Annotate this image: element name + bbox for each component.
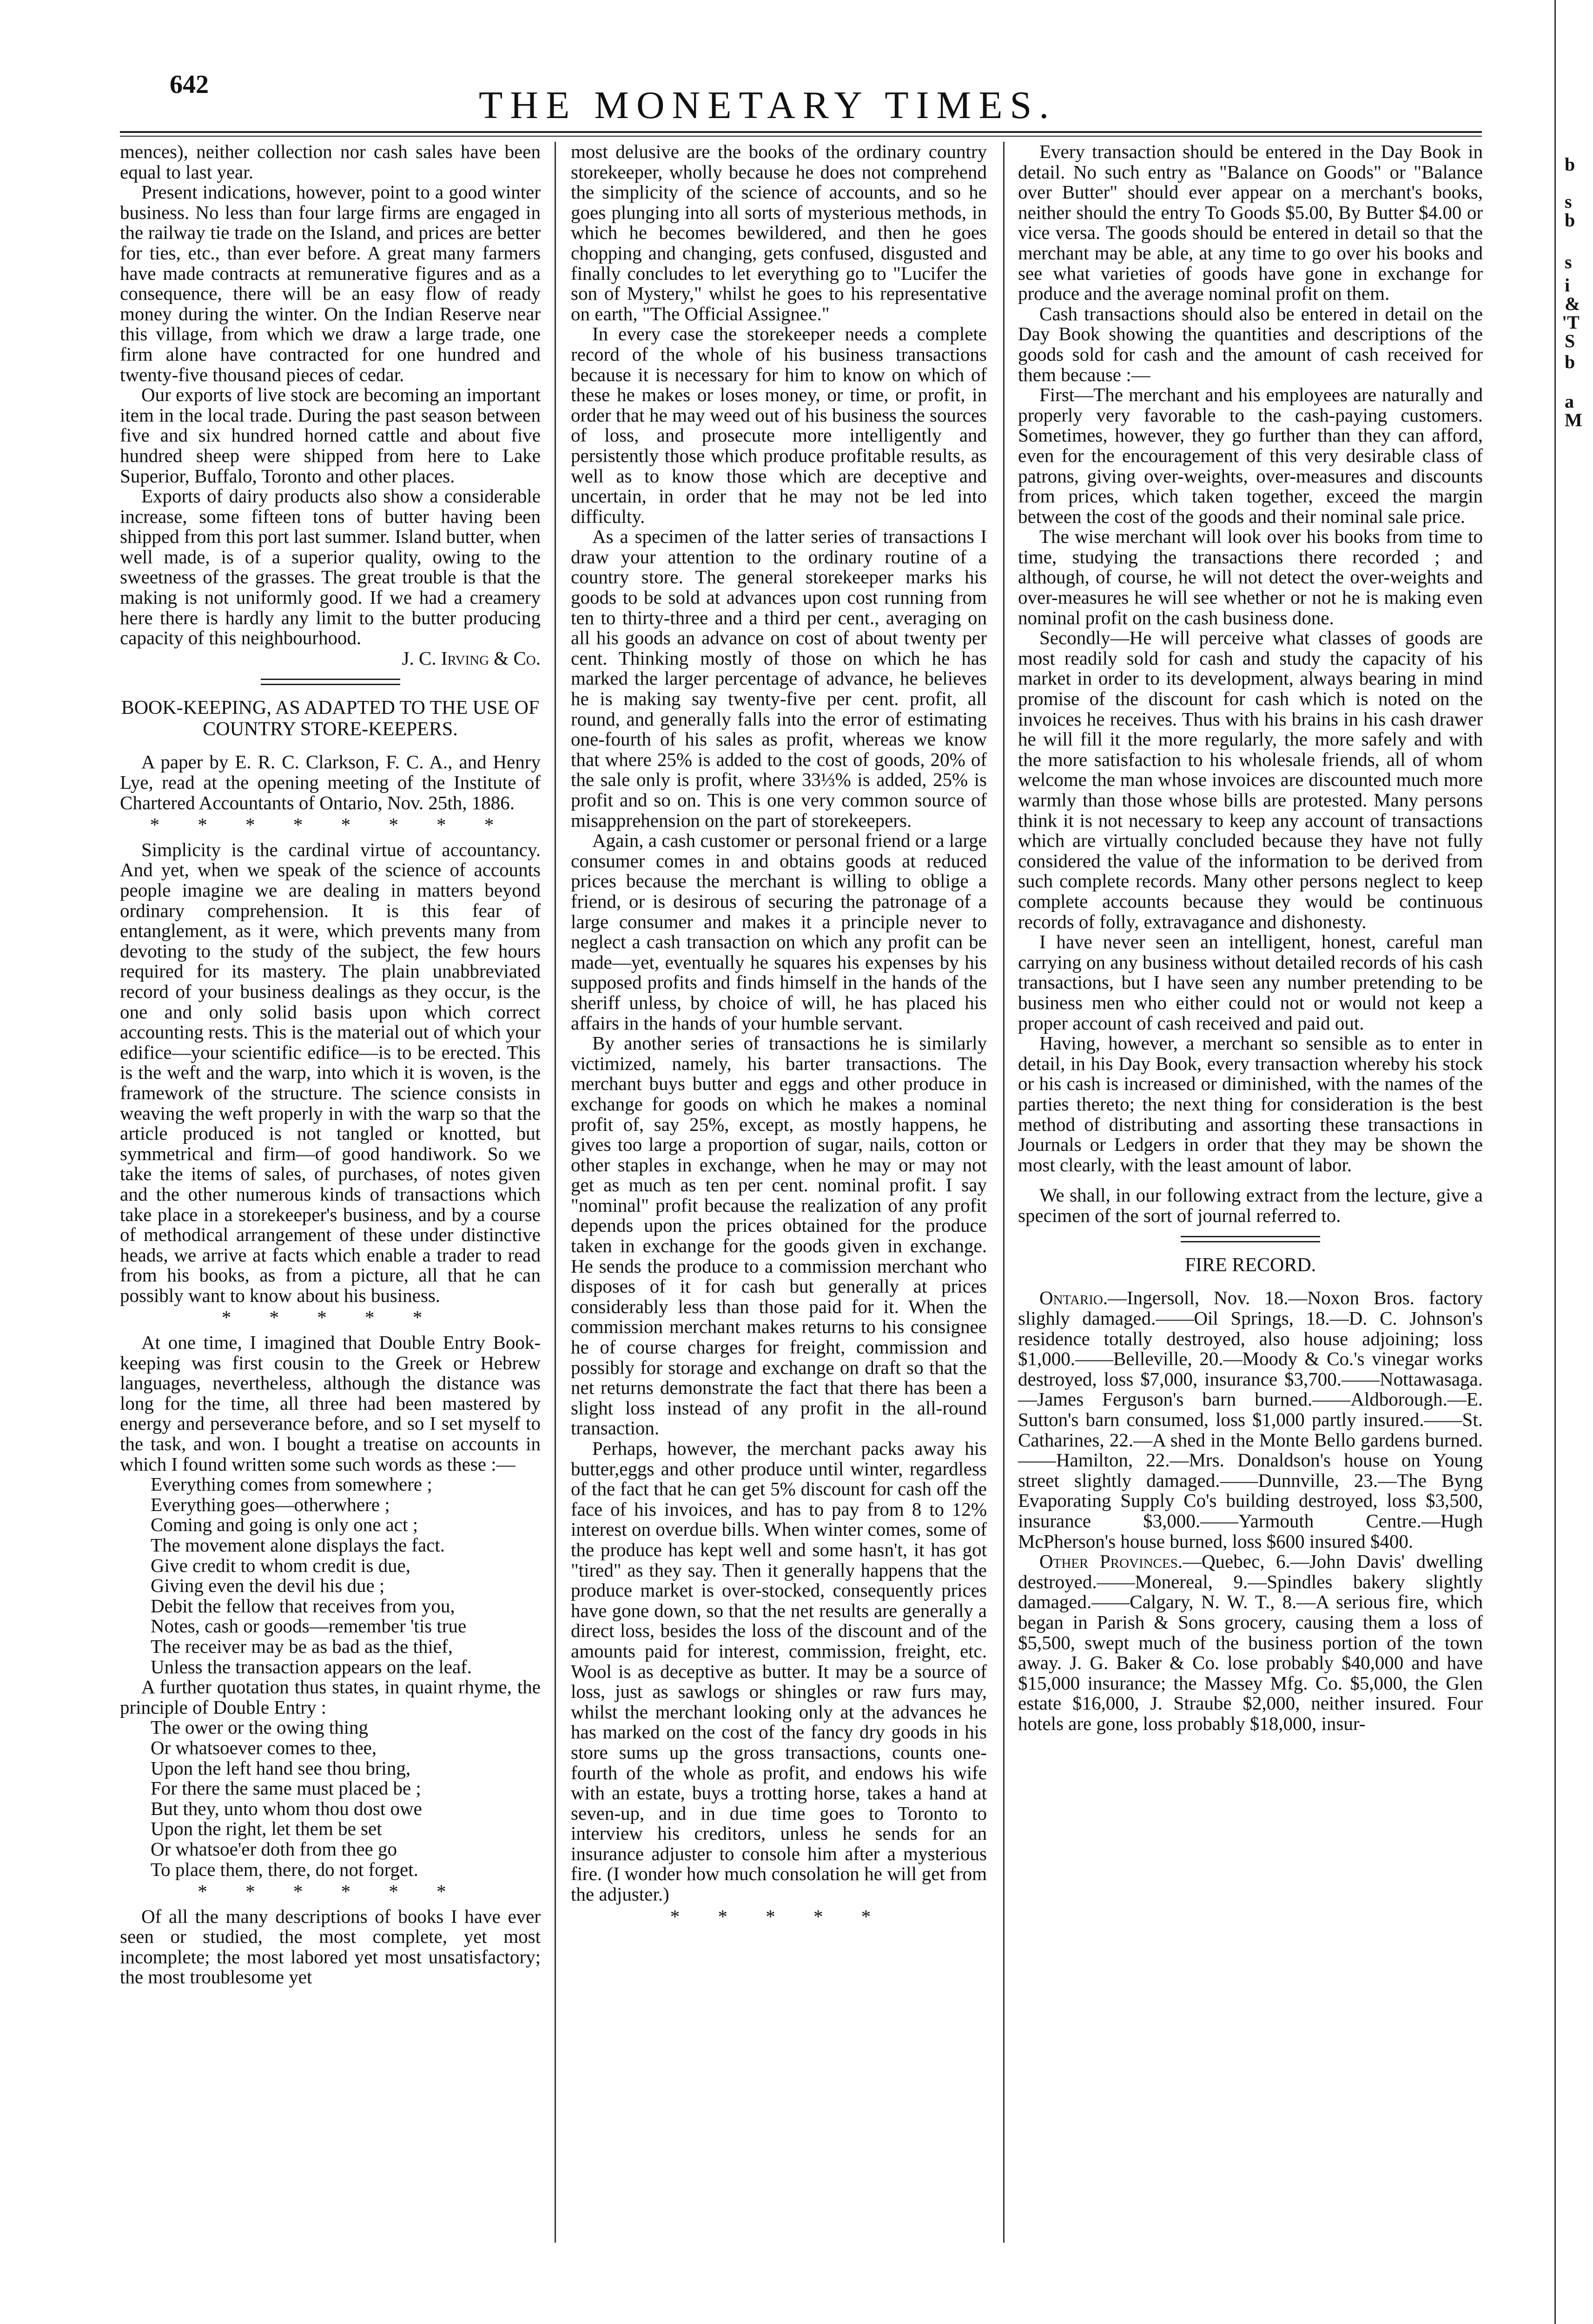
masthead-title: THE MONETARY TIMES.	[479, 84, 1057, 127]
col2-paragraph: Again, a cash customer or personal friend or a large consumer comes in and obtains goods at reduced prices because the merchant is willing to oblige a friend, or is desirous of securing the patronage of a large consumer and makes it a principle never to neglect a cash transaction on which any profit can be made—yet, eventually he squares his expenses by his supposed profits and finds himself in the hands of the sheriff unless, by choice of will, he has placed his affairs in the hands of your humble servant.	[571, 830, 987, 1034]
verse-line: Or whatsoever comes to thee,	[151, 1736, 377, 1758]
col1-paragraph: Exports of dairy products also show a considerable increase, some fifteen tons of butter having been shipped from this port last summer. Island butter, when well made, is of a superior quality, owing to the sweetness of the grasses. The great trouble is that the making is not uniformly good. If we had a creamery here there is hardly any limit to the butter producing capacity of this neighbourhood.	[120, 485, 541, 649]
section-rule	[1181, 1236, 1320, 1237]
region-text: —Quebec, 6.—John Davis' dwelling destroyed.——Monereal, 9.—Spindles bakery slightly damaged.——Calgary, N. W. T., 8.—A serious fire, which began in Parish & Sons grocery, causing them a loss of $5,500, swept much of the business portion of the town away. J. G. Baker & Co. lose probably $40,000 and have $15,000 insurance; the Massey Mfg. Co. $5,000, the Glen estate $16,000, J. Straube $2,000, neither insured. Four hotels are gone, loss probably $18,000, insur-	[1018, 1551, 1483, 1734]
col3-paragraph: We shall, in our following extract from the lecture, give a specimen of the sort of journal referred to.	[1018, 1184, 1483, 1226]
col1-paragraph: A further quotation thus states, in quaint rhyme, the principle of Double Entry :	[120, 1676, 541, 1718]
verse-2	[120, 1717, 541, 1880]
separator-stars: * * * * * * * *	[150, 814, 511, 836]
col2-paragraph: In every case the storekeeper needs a complete record of the whole of his business transactions because it is necessary for him to know on which of these he makes or loses money, or time, or profit, in order that he may weed out of his business the sources of loss, and prosecute more intelligently and persistently those which produce profitable results, as well as to know those which are deceptive and uncertain, in order that he may not be led into difficulty.	[571, 323, 987, 527]
edge-fragment: M	[1565, 409, 1582, 430]
header-rule-top	[120, 131, 1482, 133]
column-2	[571, 142, 987, 1931]
col2-paragraph: As a specimen of the latter series of transactions I draw your attention to the ordinary routine of a country store. The general storekeeper marks his goods to be sold at advances upon cost running from ten to thirty-three and a third per cent., averaging on all his goods an advance on cost of about twenty per cent. Thinking mostly of those on which he has marked the larger percentage of advance, he believes he is making say twenty-five per cent. profit, all round, and generally falls into the error of estimating one-fourth of his sales as profit, whereas we know that where 25% is added to the cost of goods, 20% of the sale only is profit, where 33⅓% is added, 25% is profit and so on. This is one very common source of misapprehension on the part of storekeepers.	[571, 526, 987, 831]
verse-line: The receiver may be as bad as the thief,	[151, 1635, 453, 1657]
col1-paragraph: Our exports of live stock are becoming an important item in the local trade. During the past season between five and six hundred horned cattle and about five hundred sheep were shipped from here to Lake Superior, Buffalo, Toronto and other places.	[120, 384, 541, 487]
section-rule	[1181, 1241, 1320, 1242]
edge-fragment: a	[1565, 391, 1574, 412]
edge-fragment: 'T	[1562, 312, 1580, 333]
col3-paragraph: I have never seen an intelligent, honest, careful man carrying on any business without detailed records of his cash transactions, but I have seen any number pretending to be business men who either could not or would not keep a proper account of cash received and paid out.	[1018, 931, 1483, 1034]
verse-line: Everything comes from somewhere ;	[151, 1473, 432, 1495]
col1-paragraph: Simplicity is the cardinal virtue of accountancy. And yet, when we speak of the science of accounts people imagine we are dealing in matters beyond ordinary comprehension. It is this fear of entanglement, as it were, which prevents many from devoting to the study of the subject, the few hours required for its mastery. The plain unabbreviated record of your business dealings as they occur, is the one and only solid basis upon which correct accounting rests. This is the material out of which your edifice—your scientific edifice—is to be erected. This is the weft and the warp, into which it is woven, is the framework of the structure. The science consists in weaving the weft properly in with the warp so that the article produced is not tangled or knotted, but symmetrical and firm—of good handiwork. So we take the items of sales, of purchases, of notes given and the other numerous kinds of transactions which take place in a storekeeper's business, and by a course of methodical arrangement of these under distinctive heads, we arrive at facts which enable a trader to read from his books, as from a picture, all that he can possibly want to know about his business.	[120, 838, 541, 1306]
verse-line: Upon the right, let them be set	[151, 1818, 382, 1840]
fire-record-heading: FIRE RECORD.	[1184, 1254, 1316, 1276]
region-label: Other Provinces.	[1039, 1551, 1183, 1572]
col3-paragraph: The wise merchant will look over his books from time to time, studying the transactions there recorded ; and although, of course, he will not detect the over-weights and over-measures he will see whether or not he is making even nominal profit on the cash business done.	[1018, 526, 1483, 628]
col3-paragraph: Cash transactions should also be entered in detail on the Day Book showing the quantities and descriptions of the goods sold for cash and the amount of cash received for them because :—	[1018, 303, 1483, 385]
col2-paragraph: Perhaps, however, the merchant packs away his butter,eggs and other produce until winter, regardless of the fact that he can get 5% discount for cash off the face of his invoices, and has to pay from 8 to 12% interest on overdue bills. When winter comes, some of the produce has kept well and some hasn't, it has got "tired" as they say. Then it generally happens that the produce market is over-stocked, consequently prices have gone down, so that the net results are generally a direct loss, besides the loss of the discount and of the amounts paid for interest, commission, freight, etc. Wool is as deceptive as butter. It may be a source of loss, just as sawlogs or shingles or raw furs may, whilst the merchant looking only at the advances he has marked on the cost of the fancy dry goods in his store sums up the gross transactions, counts one-fourth of the whole as profit, and endows his wife with an estate, buys a trotting horse, takes a hand at seven-up, and in due time goes to Toronto to interview his creditors, unless he sends for an insurance adjuster to console him after a mysterious fire. (I wonder how much consolation he will get from the adjuster.)	[571, 1438, 987, 1905]
verse-line: For there the same must placed be ;	[151, 1777, 421, 1799]
verse-line: To place them, there, do not forget.	[151, 1858, 418, 1880]
verse-line: Coming and going is only one act ;	[151, 1514, 418, 1536]
col1-paragraph: Present indications, however, point to a good winter business. No less than four large firms are engaged in the railway tie trade on the Island, and prices are better for ties, etc., than ever before. A great many farmers have made contracts at remunerative figures and as a consequence, there will be an easy flow of ready money during the winter. On the Indian Reserve near this village, from which we draw a large trade, one firm alone have contracted for one hundred and twenty-five thousand pieces of cedar.	[120, 181, 541, 385]
verse-line: Debit the fellow that receives from you,	[151, 1595, 455, 1617]
verse-line: Or whatsoe'er doth from thee go	[151, 1838, 397, 1860]
separator-stars: * * * * *	[670, 1905, 888, 1927]
separator-stars: * * * * * *	[198, 1881, 463, 1902]
section-rule	[261, 679, 400, 680]
edge-fragment: b	[1565, 351, 1575, 372]
col3-paragraph: First—The merchant and his employees are naturally and properly very favorable to the cash-paying customers. Sometimes, however, they go further than they can afford, even for the encouragement of this very desirable class of patrons, giving over-weights, over-measures and discounts from prices, which taken together, exceed the margin between the cost of the goods and their nominal sale price.	[1018, 384, 1483, 527]
page-number: 642	[170, 70, 209, 99]
col3-paragraph: Secondly—He will perceive what classes of goods are most readily sold for cash and study the capacity of his market in order to its development, always bearing in mind promise of the discount for cash which is noted on the invoices he receives. Thus with his brains in his cash drawer he will fill it the more regularly, the more safely and with the more satisfaction to his wholesale friends, all of whom welcome the man whose invoices are discounted much more warmly than those whose bills are protested. Many persons think it is not necessary to keep any account of transactions which are virtually concluded because they have not fully considered the value of the information to be derived from such complete records. Many other persons neglect to keep complete accounts because they would be continuous records of folly, extravagance and dishonesty.	[1018, 627, 1483, 932]
edge-rule	[1554, 0, 1556, 2324]
edge-fragment: b	[1565, 210, 1575, 231]
verse-line: Unless the transaction appears on the leaf.	[151, 1656, 472, 1677]
region-text: —Ingersoll, Nov. 18.—Noxon Bros. factory slighly damaged.——Oil Springs, 18.—D. C. Johnson's residence totally destroyed, also house adjoining; loss $1,000.——Belleville, 20.—Moody & Co.'s vinegar works destroyed, loss $7,000, insurance $3,700.——Nottawasaga.—James Ferguson's barn burned.——Aldborough.—E. Sutton's barn consumed, loss $1,000 partly insured.——St. Catharines, 22.—A shed in the Monte Bello gardens burned.——Hamilton, 22.—Mrs. Donaldson's house on Young street slightly damaged.——Dunnville, 23.—The Byng Evaporating Supply Co's building destroyed, loss $3,500, insurance $3,000.——Yarmouth Centre.—Hugh McPherson's house burned, loss $600 insured $400.	[1018, 1287, 1483, 1552]
region-label: Ontario.	[1039, 1287, 1108, 1309]
verse-line: But they, unto whom thou dost owe	[151, 1797, 422, 1819]
edge-fragment: s	[1565, 251, 1572, 272]
separator-stars: * * * * *	[221, 1307, 439, 1328]
col1-paragraph: At one time, I imagined that Double Entry Book-keeping was first cousin to the Greek or Hebrew languages, nevertheless, although the distance was long for the time, all three had been mastered by energy and perseverance before, and so I set myself to the task, and won. I bought a treatise on accounts in which I found written some such words as these :—	[120, 1332, 541, 1475]
verse-line: Giving even the devil his due ;	[151, 1575, 385, 1597]
column-divider-1	[555, 142, 556, 2243]
verse-line: Give credit to whom credit is due,	[151, 1554, 411, 1576]
edge-fragment: i	[1565, 275, 1570, 296]
verse-line: Upon the left hand see thou bring,	[151, 1757, 411, 1779]
col1-paragraph: mences), neither collection nor cash sales have been equal to last year.	[120, 141, 541, 183]
col2-paragraph: By another series of transactions he is similarly victimized, namely, his barter transactions. The merchant buys butter and eggs and other produce in exchange for goods on which he makes a nominal profit of, say 25%, except, as mostly happens, he gives too large a proportion of sugar, nails, cotton or other staples in exchange, when he may or may not get as much as ten per cent. nominal profit. I say "nominal" profit because the realization of any profit depends upon the prices obtained for the produce taken in exchange for the goods given in exchange. He sends the produce to a commission merchant who disposes of it for cash but generally at prices considerably less than those paid for it. When the commission merchant makes returns to his consignee he of course charges for freight, commission and possibly for storage and exchange on draft so that the net returns demonstrate the fact that there has been a slight loss instead of any profit in the all-round transaction.	[571, 1032, 987, 1439]
edge-fragment: s	[1565, 191, 1572, 212]
column-3	[1018, 142, 1483, 1734]
verse-line: The movement alone displays the fact.	[151, 1534, 445, 1556]
col2-paragraph: most delusive are the books of the ordinary country storekeeper, wholly because he does not comprehend the simplicity of the science of accounts, and so he goes plunging into all sorts of mysterious methods, in which he becomes bewildered, and then he goes chopping and changing, gets confused, disgusted and finally concludes to let everything go to "Lucifer the son of Mystery," whilst he goes to his representative on earth, "The Official Assignee."	[571, 141, 987, 324]
article-headline: BOOK-KEEPING, AS ADAPTED TO THE USE OF COUNTRY STORE-KEEPERS.	[121, 697, 540, 740]
verse-line: Notes, cash or goods—remember 'tis true	[151, 1615, 467, 1637]
edge-fragment: S	[1565, 330, 1575, 351]
header-rule-bottom	[120, 136, 1482, 137]
verse-line: The ower or the owing thing	[151, 1717, 368, 1738]
fire-record-ontario	[1018, 1288, 1483, 1552]
col3-paragraph: Having, however, a merchant so sensible as to enter in detail, in his Day Book, every transaction whereby his stock or his cash is increased or diminished, with the names of the parties thereto; the next thing for consideration is the best method of distributing and assorting these transactions in Journals or Ledgers in order that they may be shown the most clearly, with the least amount of labor.	[1018, 1032, 1483, 1175]
col3-paragraph: Every transaction should be entered in the Day Book in detail. No such entry as "Balance on Goods" or "Balance over Butter" should ever appear on a merchant's books, neither should the entry To Goods $5.00, By Butter $4.00 or vice versa. The goods should be entered in detail so that the merchant may be able, at any time to go over his books and see what varieties of goods have gone in exchange for produce and the average nominal profit on them.	[1018, 141, 1483, 304]
col1-paragraph: A paper by E. R. C. Clarkson, F. C. A., and Henry Lye, read at the opening meeting of the Institute of Chartered Accountants of Ontario, Nov. 25th, 1886.	[120, 751, 541, 813]
edge-fragment: b	[1565, 154, 1575, 175]
edge-fragment: &	[1565, 293, 1580, 314]
col1-paragraph: Of all the many descriptions of books I have ever seen or studied, the most complete, yet most incomplete; the most labored yet most unsatisfactory; the most troublesome yet	[120, 1905, 541, 1988]
column-divider-2	[1003, 142, 1005, 2243]
verse-1	[120, 1474, 541, 1677]
adjacent-page-edge	[1539, 0, 1593, 2324]
fire-record-other	[1018, 1552, 1483, 1734]
section-rule	[261, 684, 400, 685]
column-1	[120, 142, 541, 1987]
signature: J. C. Irving & Co.	[402, 647, 541, 669]
page-header	[0, 0, 1593, 139]
verse-line: Everything goes—otherwhere ;	[151, 1493, 390, 1515]
